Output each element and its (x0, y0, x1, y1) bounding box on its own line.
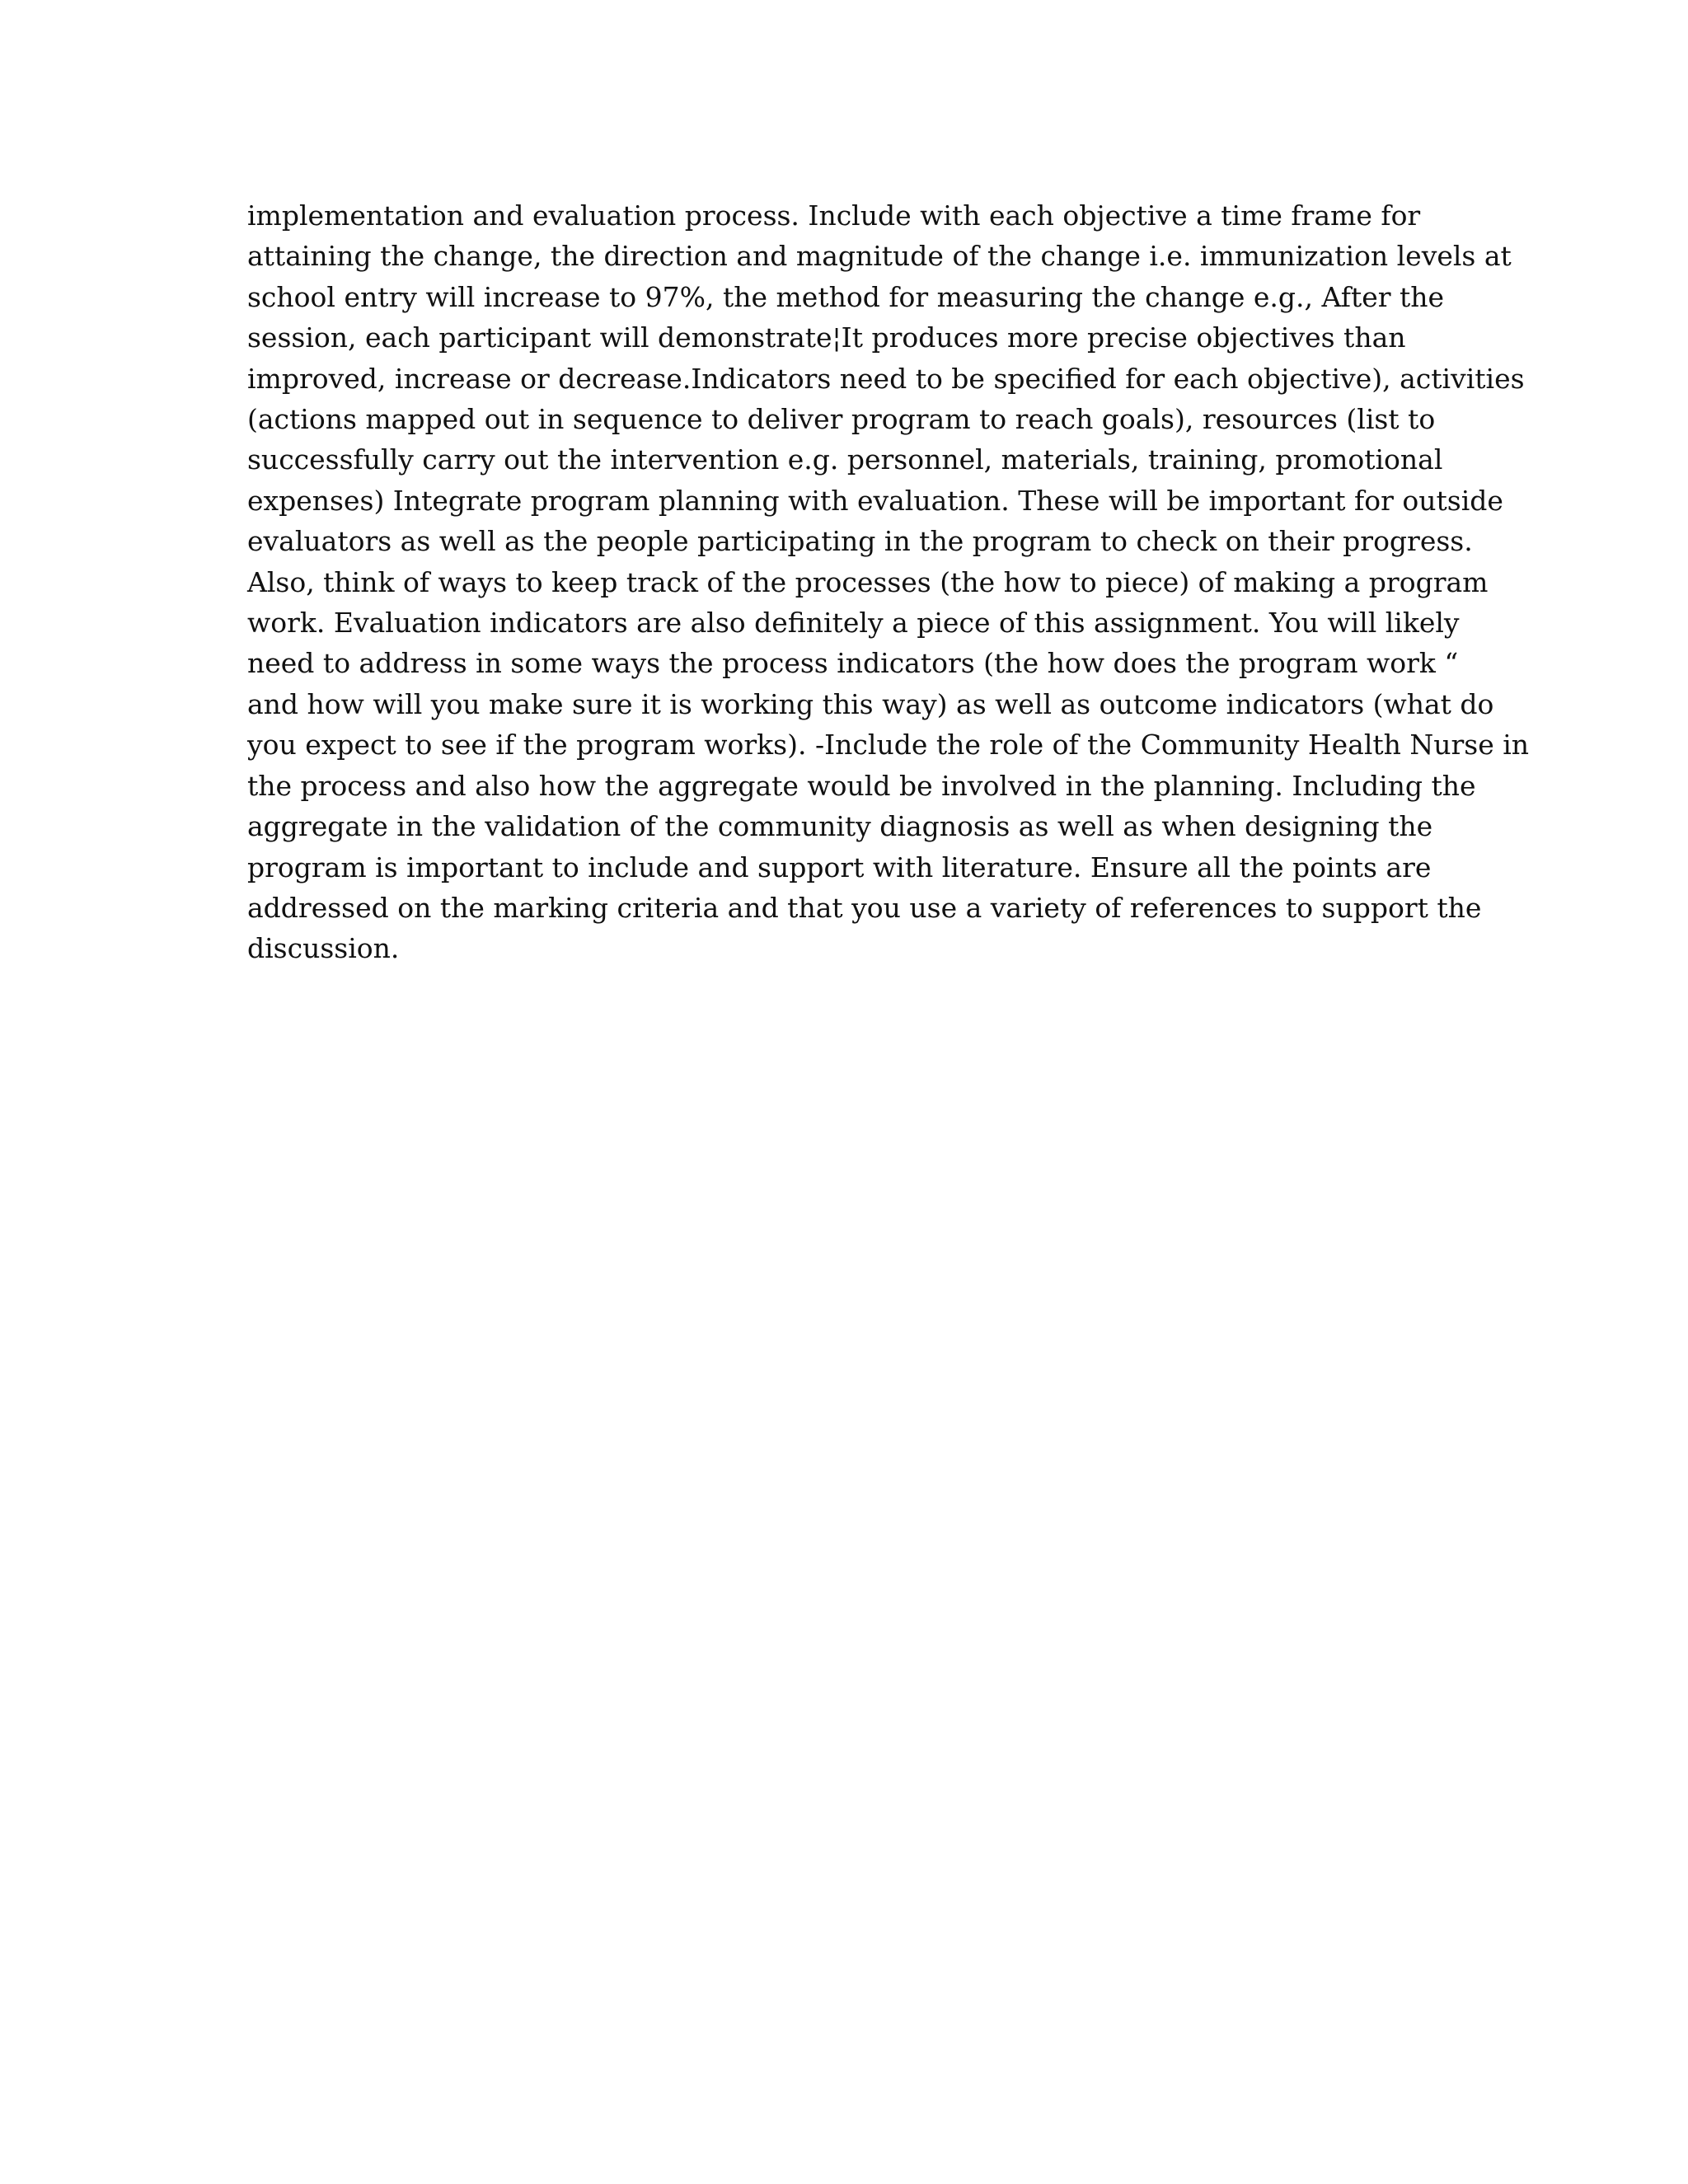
text-line: expenses) Integrate program planning with evaluation. These will be important for outside (247, 484, 1503, 517)
text-line: evaluators as well as the people participating in the program to check on their progress. (247, 525, 1473, 558)
text-line: attaining the change, the direction and magnitude of the change i.e. immunization levels at (247, 240, 1512, 273)
text-line: successfully carry out the intervention e.g. personnel, materials, training, promotional (247, 443, 1443, 476)
text-line: need to address in some ways the process indicators (the how does the program work “ (247, 647, 1459, 680)
text-line: Also, think of ways to keep track of the processes (the how to piece) of making a program (247, 565, 1489, 598)
text-line: program is important to include and support with literature. Ensure all the points are (247, 851, 1432, 883)
text-line: school entry will increase to 97%, the method for measuring the change e.g., After the (247, 280, 1445, 313)
text-line: work. Evaluation indicators are also definitely a piece of this assignment. You will likely (247, 607, 1460, 640)
text-line: session, each participant will demonstrate¦It produces more precise objectives than (247, 321, 1406, 354)
text-line: the process and also how the aggregate would be involved in the planning. Including the (247, 769, 1476, 802)
text-line: you expect to see if the program works). -Include the role of the Community Health Nurse in (247, 729, 1530, 762)
text-line: aggregate in the validation of the community diagnosis as well as when designing the (247, 810, 1433, 843)
text-line: implementation and evaluation process. Include with each objective a time frame for (247, 199, 1421, 232)
text-line: discussion. (247, 932, 400, 965)
text-line: addressed on the marking criteria and that you use a variety of references to support the (247, 891, 1482, 924)
text-line: (actions mapped out in sequence to deliver program to reach goals), resources (list to (247, 403, 1436, 436)
text-line: improved, increase or decrease.Indicators need to be specified for each objective), activities (247, 362, 1525, 395)
text-line: and how will you make sure it is working this way) as well as outcome indicators (what do (247, 687, 1494, 720)
body-paragraph (247, 195, 1530, 969)
